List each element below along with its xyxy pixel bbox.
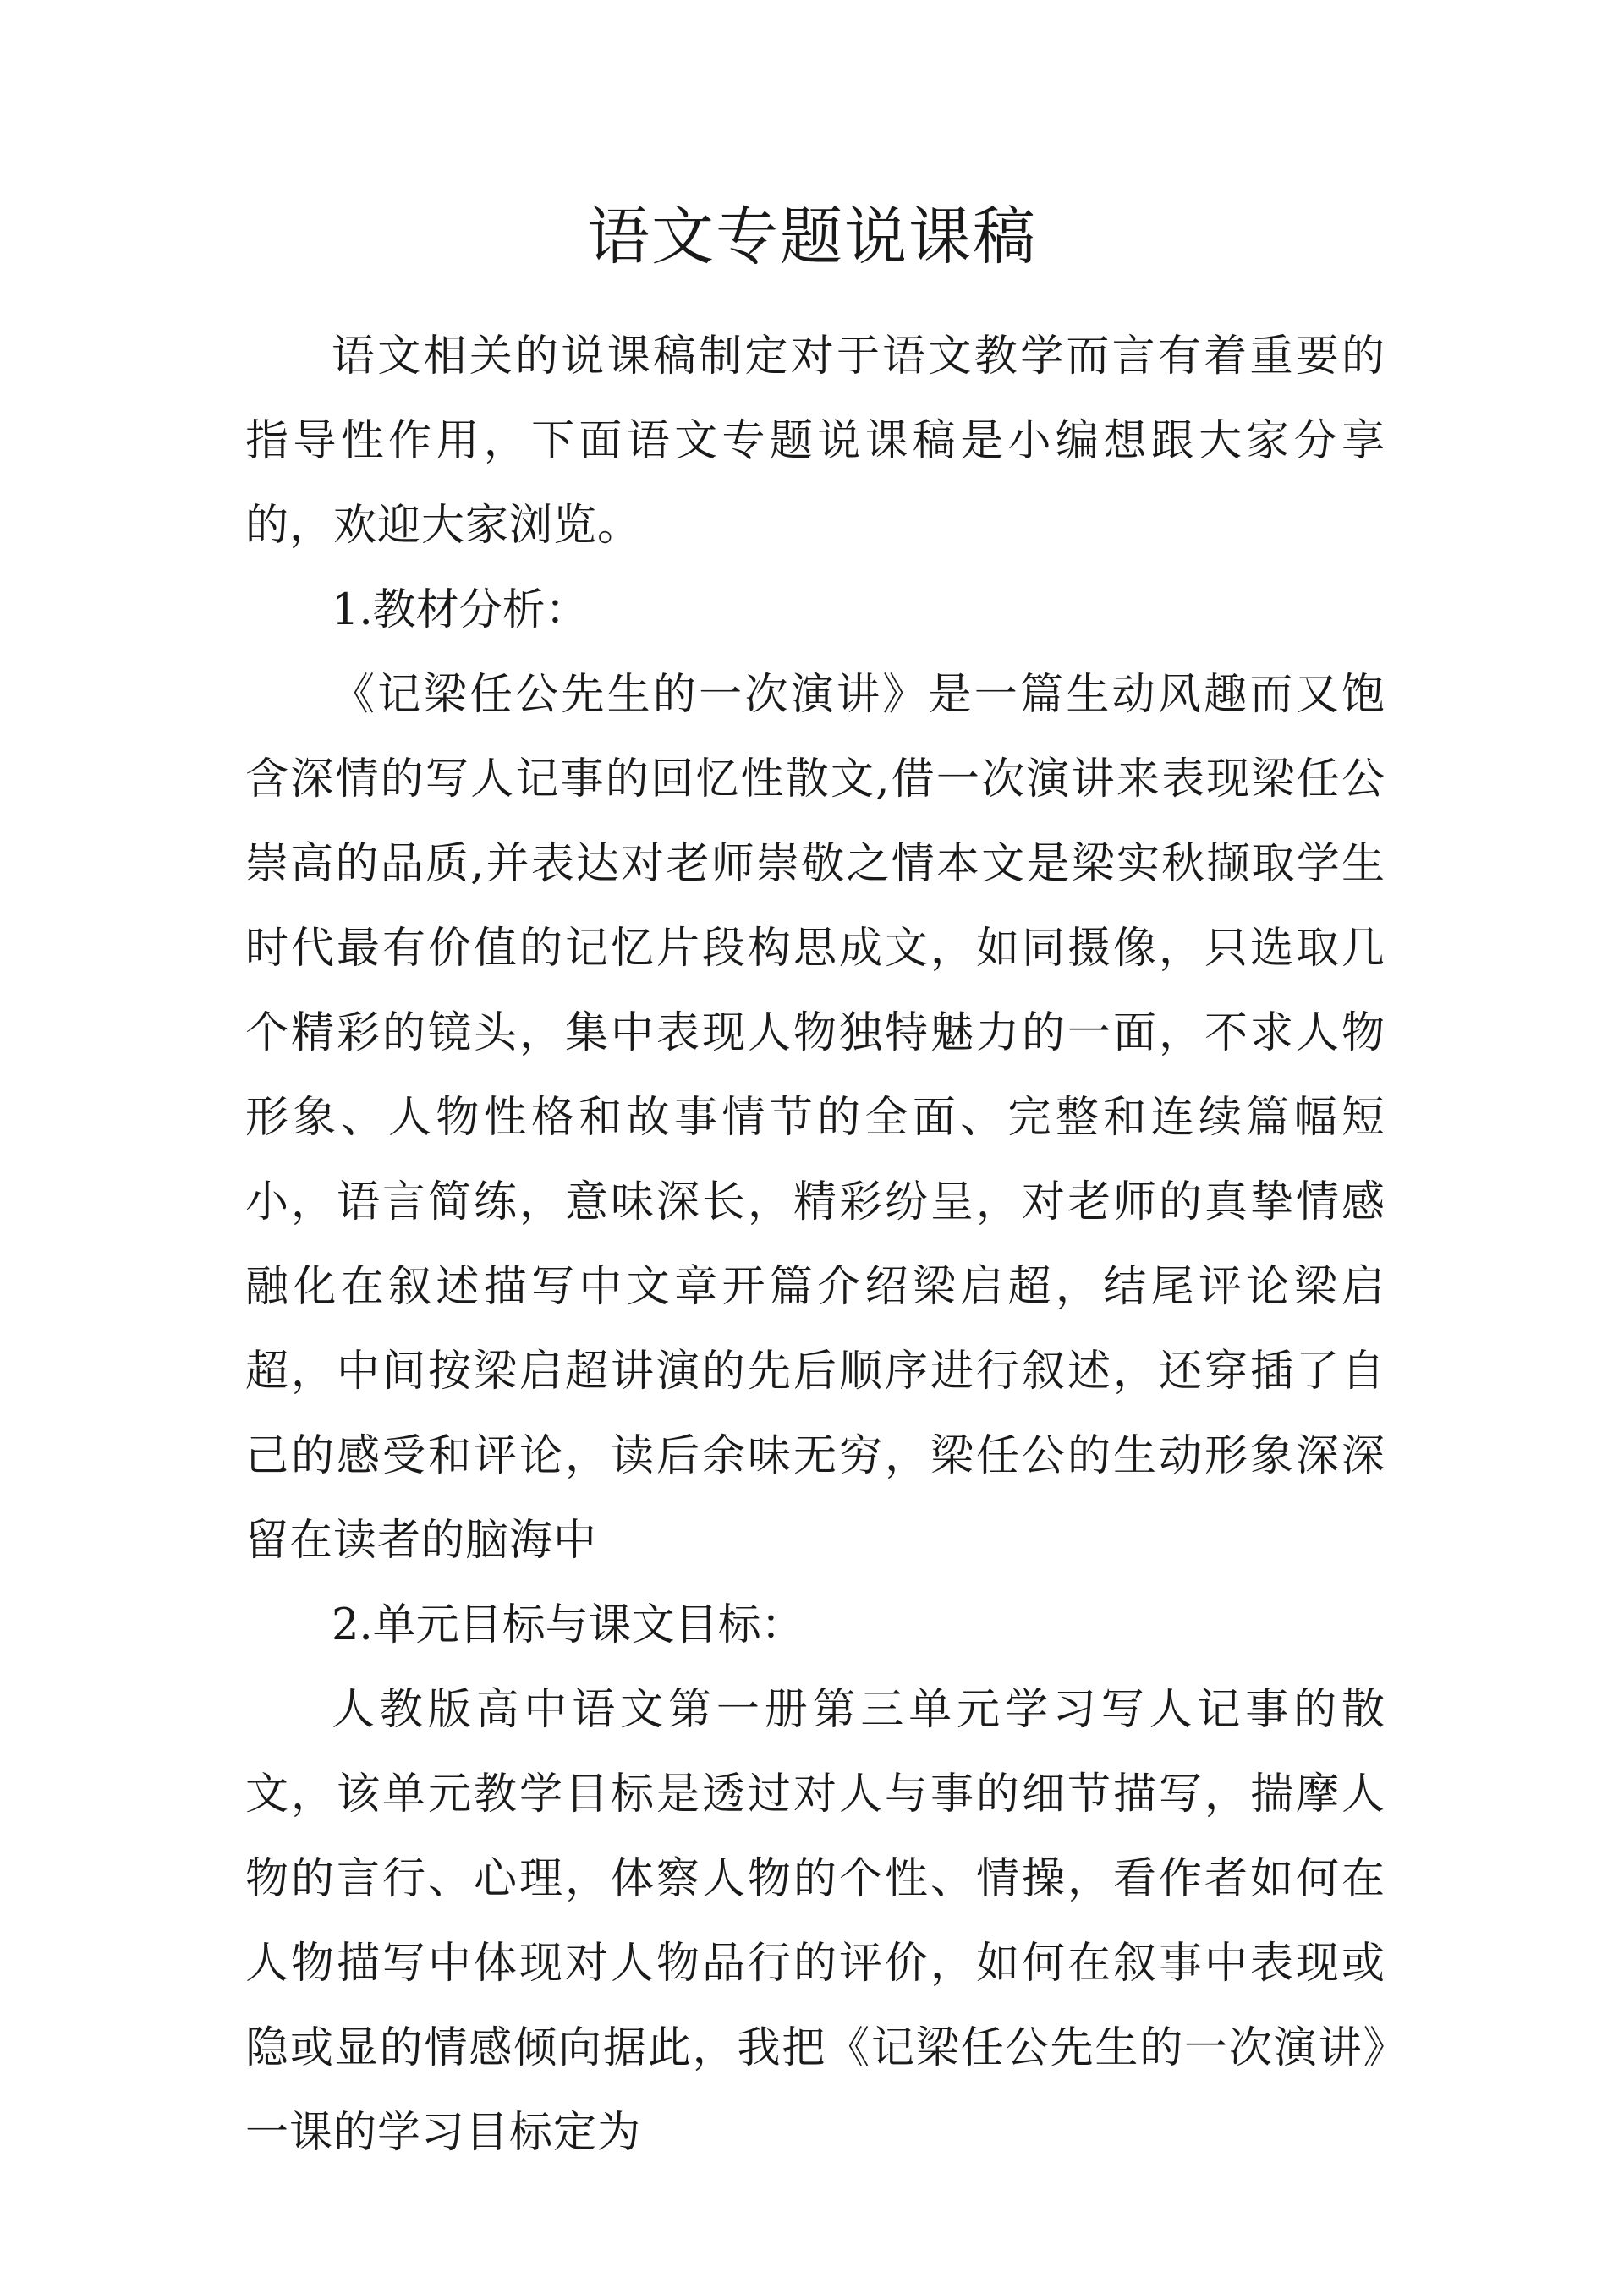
textbook-analysis-paragraph: 《记梁任公先生的一次演讲》是一篇生动风趣而又饱含深情的写人记事的回忆性散文,借一次演讲来表现梁任公崇高的品质,并表达对老师崇敬之情本文是梁实秋撷取学生时代最有价值的记忆片段构思成文，如同摄像，只选取几个精彩的镜头，集中表现人物独特魅力的一面，不求人物形象、人物性格和故事情节的全面、完整和连续篇幅短小，语言简练，意味深长，精彩纷呈，对老师的真挚情感融化在叙述描写中文章开篇介绍梁启超，结尾评论梁启超，中间按梁启超讲演的先后顺序进行叙述，还穿插了自己的感受和评论，读后余味无穷，梁任公的生动形象深深留在读者的脑海中 [245,670,1385,1566]
document-body [245,315,1385,2176]
unit-goals-paragraph: 人教版高中语文第一册第三单元学习写人记事的散文，该单元教学目标是透过对人与事的细节描写，揣摩人物的言行、心理，体察人物的个性、情操，看作者如何在人物描写中体现对人物品行的评价，如何在叙事中表现或隐或显的情感倾向据此，我把《记梁任公先生的一次演讲》一课的学习目标定为 [245,1685,1385,2158]
section-heading-textbook-analysis: 1.教材分析： [332,585,589,635]
section-heading-unit-goals: 2.单元目标与课文目标： [332,1600,804,1650]
intro-paragraph: 语文相关的说课稿制定对于语文教学而言有着重要的指导性作用，下面语文专题说课稿是小编想跟大家分享的，欢迎大家浏览。 [245,332,1385,551]
document-title: 语文专题说课稿 [587,200,1037,273]
